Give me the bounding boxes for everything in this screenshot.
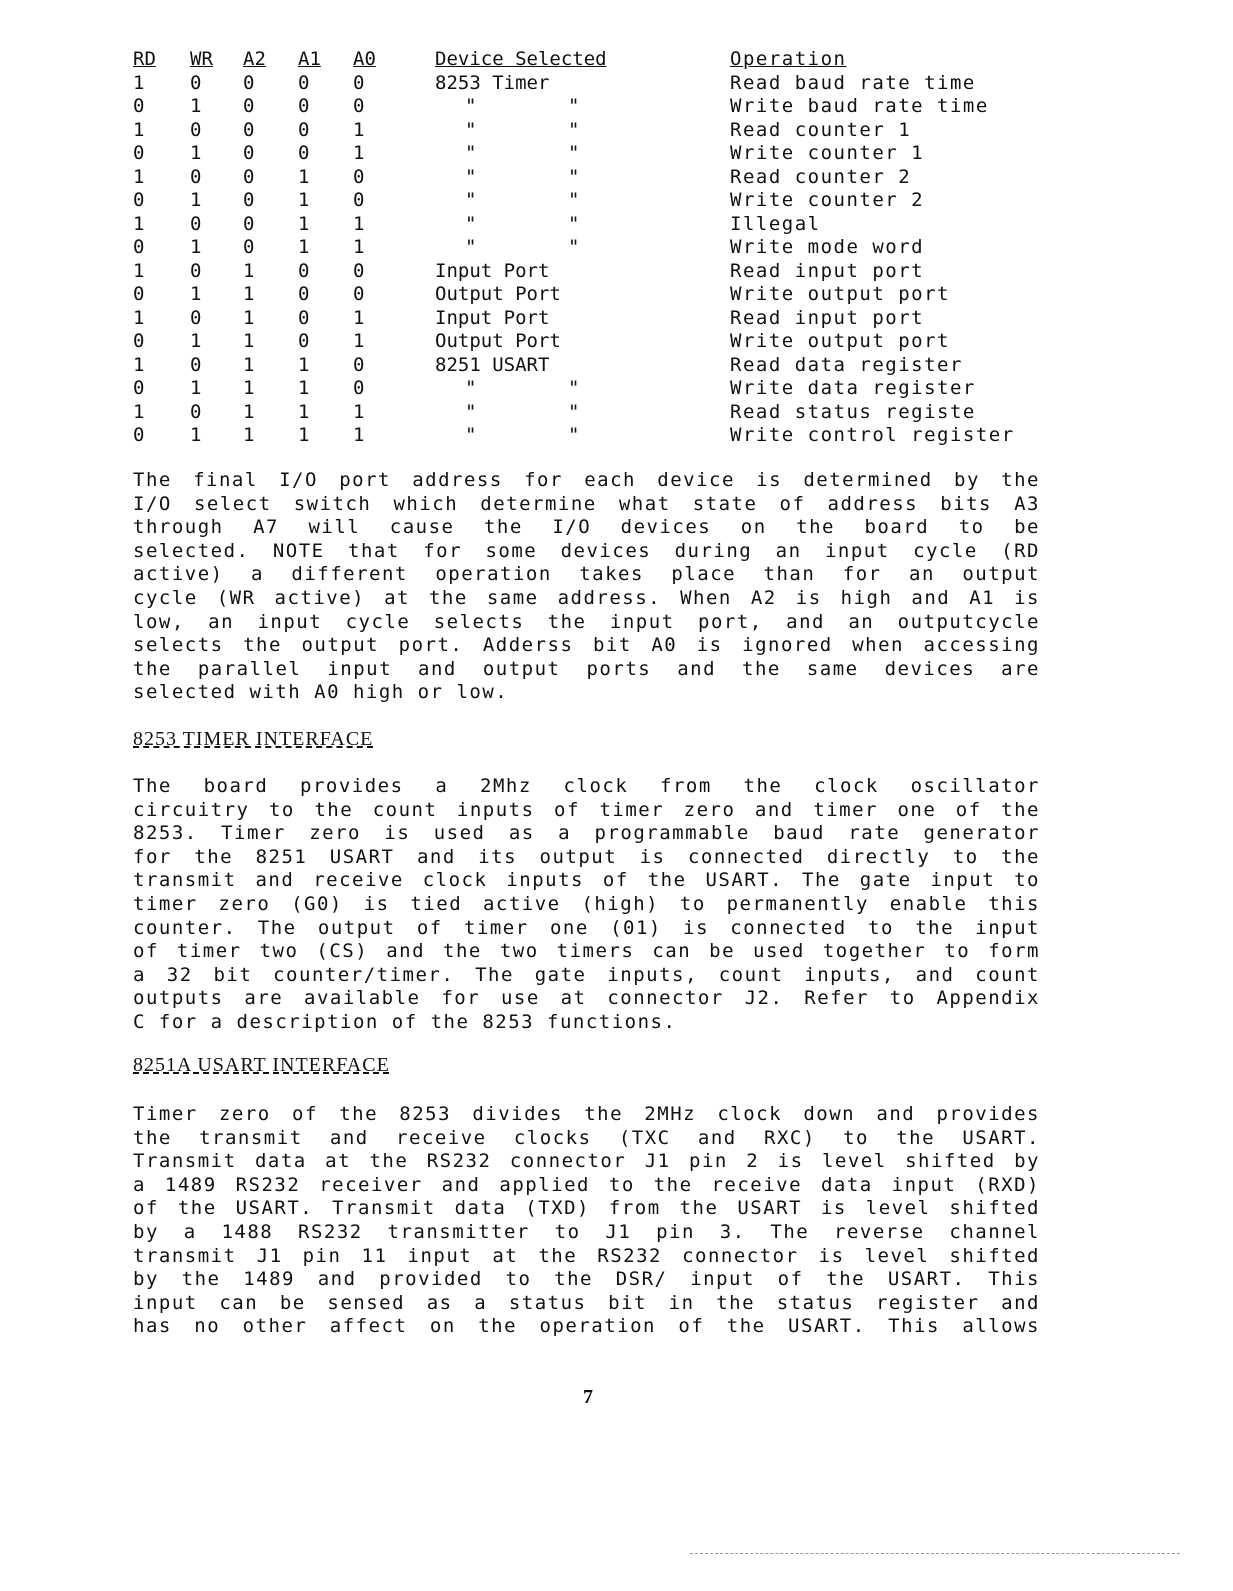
wr-cell: 0	[190, 306, 202, 329]
table-row	[130, 213, 1050, 237]
operation-cell: Write data register	[730, 377, 976, 399]
rd-cell: 1	[133, 118, 145, 141]
text-line: the parallel input and output ports and the same devices are	[133, 657, 1040, 680]
paragraph-8251a-usart	[133, 1103, 1040, 1339]
wr-cell: 0	[190, 118, 202, 141]
a2-cell: 0	[243, 95, 255, 117]
table-row	[130, 119, 1050, 143]
paragraph-8253-timer	[133, 775, 1040, 1035]
rd-cell: 1	[133, 400, 145, 423]
operation-cell: Read status registe	[730, 400, 976, 423]
device-cell: " "	[465, 95, 580, 117]
text-line: has no other affect on the operation of the USART. This allows	[133, 1315, 1040, 1338]
rd-cell: 0	[133, 424, 145, 446]
table-row	[130, 260, 1050, 284]
device-cell: " "	[465, 212, 580, 235]
device-cell: Input Port	[435, 259, 550, 282]
device-cell: " "	[465, 142, 580, 164]
operation-cell: Write baud rate time	[730, 95, 989, 117]
wr-cell: WR	[190, 48, 213, 70]
a1-cell: 1	[298, 400, 310, 423]
device-cell: Output Port	[435, 283, 561, 305]
a0-cell: 0	[353, 259, 365, 282]
address-decode-table	[130, 48, 1050, 448]
text-line: by the 1489 and provided to the DSR/ input of the USART. This	[133, 1268, 1040, 1291]
wr-cell: 1	[190, 330, 202, 352]
text-line: The final I/O port address for each device is determined by the	[133, 469, 1040, 491]
operation-cell: Operation	[730, 48, 847, 70]
table-row	[130, 236, 1050, 260]
table-row	[130, 72, 1050, 96]
wr-cell: 1	[190, 142, 202, 164]
text-line: Timer zero of the 8253 divides the 2MHz clock down and provides	[133, 1103, 1040, 1125]
text-line: C for a description of the 8253 functions.	[133, 1010, 677, 1033]
table-row	[130, 142, 1050, 166]
table-header-row	[130, 48, 1050, 72]
a1-cell: 1	[298, 189, 310, 211]
rd-cell: 0	[133, 189, 145, 211]
a1-cell: 1	[298, 353, 310, 376]
rd-cell: 0	[133, 283, 145, 305]
text-line: 8253. Timer zero is used as a programmable baud rate generator	[133, 822, 1040, 845]
device-cell: " "	[465, 189, 580, 211]
a1-cell: 0	[298, 330, 310, 352]
operation-cell: Read counter 1	[730, 118, 912, 141]
table-row	[130, 330, 1050, 354]
a2-cell: A2	[243, 48, 266, 70]
page-number: 7	[583, 1386, 593, 1408]
table-row	[130, 307, 1050, 331]
rd-cell: 1	[133, 165, 145, 188]
operation-cell: Illegal	[730, 212, 821, 235]
wr-cell: 0	[190, 165, 202, 188]
wr-cell: 0	[190, 400, 202, 423]
a0-cell: 1	[353, 330, 365, 352]
text-line: circuitry to the count inputs of timer zero and timer one of the	[133, 798, 1040, 821]
text-line: active) a different operation takes place than for an output	[133, 563, 1040, 586]
device-cell: " "	[465, 165, 580, 188]
device-cell: Output Port	[435, 330, 561, 352]
wr-cell: 1	[190, 377, 202, 399]
a0-cell: 0	[353, 71, 365, 94]
a1-cell: 1	[298, 165, 310, 188]
a1-cell: A1	[298, 48, 321, 70]
table-row	[130, 95, 1050, 119]
text-line: counter. The output of timer one (01) is connected to the input	[133, 916, 1040, 939]
a2-cell: 1	[243, 330, 255, 352]
device-cell: Device Selected	[435, 48, 607, 70]
wr-cell: 0	[190, 212, 202, 235]
text-line: low, an input cycle selects the input port, and an outputcycle	[133, 610, 1040, 633]
a0-cell: 1	[353, 400, 365, 423]
a2-cell: 1	[243, 283, 255, 305]
text-line: transmit and receive clock inputs of the USART. The gate input to	[133, 869, 1040, 892]
text-line: The board provides a 2Mhz clock from the clock oscillator	[133, 775, 1040, 797]
a1-cell: 1	[298, 377, 310, 399]
a2-cell: 1	[243, 424, 255, 446]
a2-cell: 0	[243, 71, 255, 94]
text-line: the transmit and receive clocks (TXC and RXC) to the USART.	[133, 1126, 1040, 1149]
operation-cell: Read data register	[730, 353, 963, 376]
a1-cell: 1	[298, 424, 310, 446]
paragraph-io-address	[133, 469, 1040, 705]
a0-cell: 1	[353, 306, 365, 329]
device-cell: " "	[465, 424, 580, 446]
operation-cell: Write counter 1	[730, 142, 925, 164]
rd-cell: 0	[133, 142, 145, 164]
a1-cell: 0	[298, 118, 310, 141]
rd-cell: 0	[133, 236, 145, 258]
rd-cell: RD	[133, 48, 156, 70]
a1-cell: 0	[298, 283, 310, 305]
text-line: selects the output port. Adderss bit A0 is ignored when accessing	[133, 634, 1040, 657]
text-line: a 1489 RS232 receiver and applied to the receive data input (RXD)	[133, 1173, 1040, 1196]
operation-cell: Write output port	[730, 283, 950, 305]
wr-cell: 1	[190, 236, 202, 258]
a0-cell: 1	[353, 142, 365, 164]
text-line: selected. NOTE that for some devices during an input cycle (RD	[133, 539, 1040, 562]
a2-cell: 0	[243, 212, 255, 235]
rd-cell: 0	[133, 377, 145, 399]
rd-cell: 1	[133, 71, 145, 94]
a2-cell: 1	[243, 306, 255, 329]
wr-cell: 1	[190, 189, 202, 211]
table-row	[130, 166, 1050, 190]
text-line: by a 1488 RS232 transmitter to J1 pin 3. The reverse channel	[133, 1220, 1040, 1243]
a0-cell: 1	[353, 118, 365, 141]
table-row	[130, 354, 1050, 378]
a2-cell: 1	[243, 353, 255, 376]
operation-cell: Write counter 2	[730, 189, 925, 211]
operation-cell: Read baud rate time	[730, 71, 976, 94]
rd-cell: 0	[133, 95, 145, 117]
a0-cell: A0	[353, 48, 376, 70]
operation-cell: Read input port	[730, 259, 925, 282]
rd-cell: 0	[133, 330, 145, 352]
a0-cell: 1	[353, 424, 365, 446]
text-line: for the 8251 USART and its output is connected directly to the	[133, 845, 1040, 868]
operation-cell: Write control register	[730, 424, 1015, 446]
table-row	[130, 283, 1050, 307]
text-line: transmit J1 pin 11 input at the RS232 connector is level shifted	[133, 1244, 1040, 1267]
rd-cell: 1	[133, 212, 145, 235]
a2-cell: 0	[243, 165, 255, 188]
text-line: of the USART. Transmit data (TXD) from the USART is level shifted	[133, 1197, 1040, 1220]
operation-cell: Read input port	[730, 306, 925, 329]
wr-cell: 1	[190, 95, 202, 117]
operation-cell: Write mode word	[730, 236, 925, 258]
a1-cell: 0	[298, 71, 310, 94]
a0-cell: 0	[353, 353, 365, 376]
a2-cell: 1	[243, 377, 255, 399]
heading-8253-timer: 8253 TIMER INTERFACE	[133, 728, 374, 750]
operation-cell: Write output port	[730, 330, 950, 352]
a1-cell: 1	[298, 212, 310, 235]
operation-cell: Read counter 2	[730, 165, 912, 188]
device-cell: " "	[465, 400, 580, 423]
text-line: timer zero (G0) is tied active (high) to permanently enable this	[133, 892, 1040, 915]
wr-cell: 1	[190, 424, 202, 446]
device-cell: 8253 Timer	[435, 71, 550, 94]
text-line: I/O select switch which determine what state of address bits A3	[133, 492, 1040, 515]
a2-cell: 0	[243, 118, 255, 141]
a0-cell: 0	[353, 95, 365, 117]
device-cell: 8251 USART	[435, 353, 550, 376]
table-row	[130, 189, 1050, 213]
a0-cell: 0	[353, 189, 365, 211]
a0-cell: 0	[353, 283, 365, 305]
a0-cell: 0	[353, 377, 365, 399]
rd-cell: 1	[133, 306, 145, 329]
text-line: selected with A0 high or low.	[133, 681, 509, 704]
a1-cell: 0	[298, 259, 310, 282]
table-row	[130, 401, 1050, 425]
a0-cell: 1	[353, 236, 365, 258]
text-line: Transmit data at the RS232 connector J1 pin 2 is level shifted by	[133, 1150, 1040, 1173]
device-cell: " "	[465, 236, 580, 258]
text-line: input can be sensed as a status bit in the status register and	[133, 1291, 1040, 1314]
text-line: of timer two (CS) and the two timers can be used together to form	[133, 940, 1040, 963]
a2-cell: 0	[243, 142, 255, 164]
a2-cell: 0	[243, 189, 255, 211]
a0-cell: 1	[353, 212, 365, 235]
a1-cell: 0	[298, 306, 310, 329]
wr-cell: 0	[190, 353, 202, 376]
a1-cell: 1	[298, 236, 310, 258]
rd-cell: 1	[133, 353, 145, 376]
a2-cell: 0	[243, 236, 255, 258]
text-line: outputs are available for use at connector J2. Refer to Appendix	[133, 987, 1040, 1010]
a0-cell: 0	[353, 165, 365, 188]
a1-cell: 0	[298, 95, 310, 117]
text-line: through A7 will cause the I/O devices on the board to be	[133, 516, 1040, 539]
a2-cell: 1	[243, 400, 255, 423]
text-line: a 32 bit counter/timer. The gate inputs, count inputs, and count	[133, 963, 1040, 986]
bottom-rule	[690, 1553, 1180, 1554]
device-cell: " "	[465, 377, 580, 399]
table-row	[130, 424, 1050, 448]
wr-cell: 1	[190, 283, 202, 305]
text-line: cycle (WR active) at the same address. When A2 is high and A1 is	[133, 586, 1040, 609]
wr-cell: 0	[190, 71, 202, 94]
a2-cell: 1	[243, 259, 255, 282]
a1-cell: 0	[298, 142, 310, 164]
wr-cell: 0	[190, 259, 202, 282]
device-cell: " "	[465, 118, 580, 141]
heading-8251a-usart: 8251A USART INTERFACE	[133, 1054, 390, 1076]
rd-cell: 1	[133, 259, 145, 282]
table-row	[130, 377, 1050, 401]
device-cell: Input Port	[435, 306, 550, 329]
